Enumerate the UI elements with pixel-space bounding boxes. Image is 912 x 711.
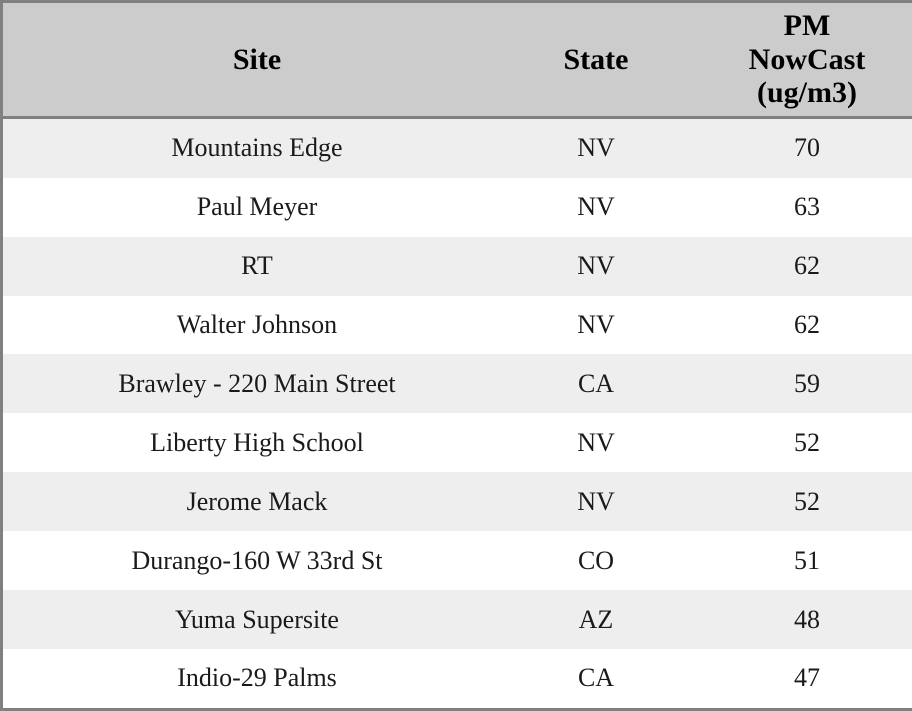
cell-state: NV bbox=[577, 251, 615, 281]
table-header bbox=[3, 3, 912, 117]
cell-value: 47 bbox=[794, 663, 820, 693]
cell-value: 70 bbox=[794, 133, 820, 163]
column-header-state bbox=[511, 3, 681, 117]
cell-value: 52 bbox=[794, 427, 820, 457]
cell-state: AZ bbox=[578, 604, 614, 634]
cell-value: 52 bbox=[794, 486, 820, 516]
column-header-state-line-1: State bbox=[563, 42, 629, 76]
table-row bbox=[3, 590, 912, 649]
column-header-site-line-1: Site bbox=[232, 42, 282, 76]
cell-site: Yuma Supersite bbox=[175, 604, 339, 634]
table-row bbox=[3, 178, 912, 237]
cell-site: Liberty High School bbox=[150, 427, 364, 457]
cell-state: NV bbox=[577, 309, 615, 339]
cell-value: 62 bbox=[794, 251, 820, 281]
cell-value: 51 bbox=[794, 545, 820, 575]
cell-value: 48 bbox=[794, 604, 820, 634]
table-row bbox=[3, 296, 912, 355]
column-header-pm-nowcast-line-3: (ug/m3) bbox=[757, 76, 857, 110]
table-row bbox=[3, 531, 912, 590]
column-header-site bbox=[3, 3, 511, 117]
table-body bbox=[3, 117, 912, 708]
cell-state: CO bbox=[577, 545, 615, 575]
cell-state: CA bbox=[577, 368, 615, 398]
table-row bbox=[3, 117, 912, 177]
cell-site: Durango-160 W 33rd St bbox=[131, 545, 383, 575]
column-header-pm-nowcast bbox=[681, 3, 912, 117]
cell-state: NV bbox=[577, 133, 615, 163]
cell-state: CA bbox=[577, 663, 615, 693]
cell-value: 63 bbox=[794, 192, 820, 222]
cell-site: Paul Meyer bbox=[196, 192, 318, 222]
column-header-pm-nowcast-line-1: PM bbox=[783, 9, 831, 42]
cell-state: NV bbox=[577, 427, 615, 457]
cell-site: Brawley - 220 Main Street bbox=[118, 368, 396, 398]
table-row bbox=[3, 354, 912, 413]
cell-value: 59 bbox=[794, 368, 820, 398]
cell-site: Jerome Mack bbox=[186, 486, 328, 516]
table-row bbox=[3, 472, 912, 531]
table-header-row bbox=[3, 3, 912, 117]
table-row bbox=[3, 413, 912, 472]
cell-site: Indio-29 Palms bbox=[177, 663, 337, 693]
cell-site: RT bbox=[241, 251, 273, 281]
cell-site: Mountains Edge bbox=[171, 133, 343, 163]
air-quality-table bbox=[3, 3, 912, 708]
cell-site: Walter Johnson bbox=[176, 309, 338, 339]
column-header-pm-nowcast-line-2: NowCast bbox=[748, 42, 866, 76]
cell-value: 62 bbox=[794, 309, 820, 339]
cell-state: NV bbox=[577, 486, 615, 516]
table-row bbox=[3, 649, 912, 708]
cell-state: NV bbox=[577, 192, 615, 222]
table-row bbox=[3, 237, 912, 296]
